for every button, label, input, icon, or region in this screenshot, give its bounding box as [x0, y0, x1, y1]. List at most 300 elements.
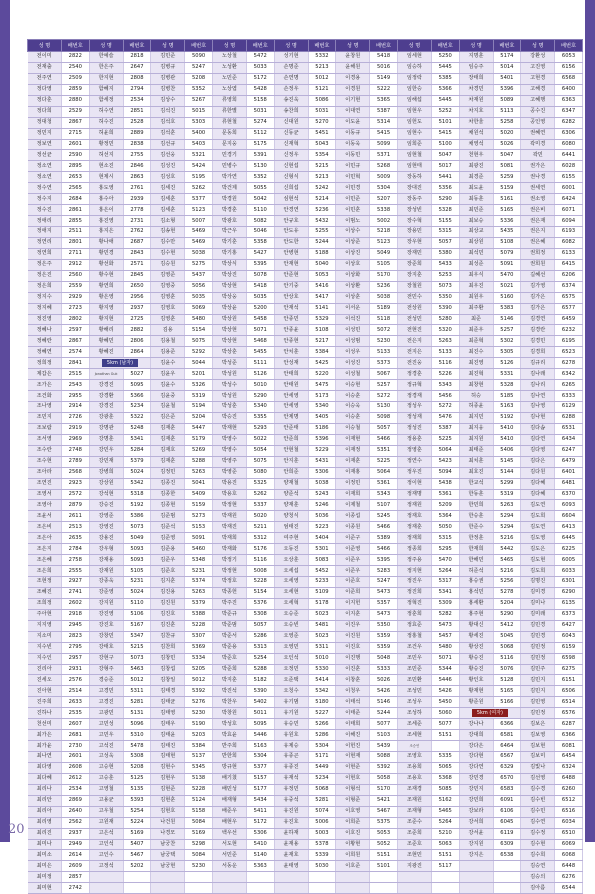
- runner-name-text: 이재현: [345, 436, 361, 443]
- runner-name: [89, 434, 123, 445]
- runner-name: [397, 730, 431, 741]
- runner-name: [397, 828, 431, 839]
- runner-name: [397, 194, 431, 205]
- runner-name-text: 정소연: [36, 162, 52, 169]
- runner-name-text: 송찬희: [283, 108, 299, 115]
- runner-name-text: 정민지: [36, 130, 52, 137]
- runner-name-text: 박준희: [221, 665, 237, 672]
- bib-number: 5057: [370, 423, 398, 434]
- runner-name: [459, 664, 493, 675]
- runner-name: [151, 653, 185, 664]
- runner-name: [89, 73, 123, 84]
- runner-name-text: 정대청: [36, 119, 52, 126]
- runner-name: [28, 620, 62, 631]
- runner-name: [28, 719, 62, 730]
- table-row: [28, 533, 583, 544]
- runner-name: [212, 861, 246, 872]
- runner-name-text: 최준: [471, 315, 482, 322]
- bib-number: 5451: [308, 128, 336, 139]
- bib-number: 5113: [493, 106, 521, 117]
- runner-name-text: 김다영: [530, 447, 546, 454]
- runner-name-text: 정종희: [406, 545, 422, 552]
- runner-name: [274, 533, 308, 544]
- bib-number: 5290: [431, 194, 459, 205]
- runner-name: [397, 227, 431, 238]
- runner-name-text: 민경기: [221, 151, 237, 158]
- runner-name: [89, 194, 123, 205]
- runner-name-text: 김보영: [530, 731, 546, 738]
- runner-name: [89, 84, 123, 95]
- runner-name: [89, 52, 123, 63]
- bib-number: 5405: [308, 412, 336, 423]
- runner-name: [89, 566, 123, 577]
- runner-name-text: 김영호: [160, 305, 176, 312]
- bib-number: 5146: [370, 697, 398, 708]
- bib-number: 5048: [370, 653, 398, 664]
- runner-name-text: 최도윤: [468, 184, 484, 191]
- bib-number: 2726: [61, 412, 89, 423]
- runner-name-text: 이민혁: [345, 173, 361, 180]
- bib-number: 5264: [431, 566, 459, 577]
- runner-name-text: 이민훈: [345, 206, 361, 213]
- bib-number: 5392: [370, 762, 398, 773]
- runner-name-text: 채원석: [468, 130, 484, 137]
- bib-number: 6347: [555, 106, 583, 117]
- runner-name-text: 박성준: [221, 359, 237, 366]
- runner-name-text: 이준구: [345, 534, 361, 541]
- runner-name: [274, 172, 308, 183]
- bib-number: 2534: [61, 784, 89, 795]
- runner-name: [521, 752, 555, 763]
- bib-number: 5247: [185, 62, 213, 73]
- runner-name: [397, 380, 431, 391]
- runner-name-text: 지명훈: [468, 53, 484, 60]
- runner-name-text: 강지원: [468, 840, 484, 847]
- table-row: [28, 587, 583, 598]
- runner-name: [336, 675, 370, 686]
- runner-name-text: 최가은: [36, 731, 52, 738]
- runner-name-text: 한재희: [468, 545, 484, 552]
- runner-name: [28, 478, 62, 489]
- runner-name: [336, 664, 370, 675]
- bib-number: 5286: [308, 730, 336, 741]
- runner-name-text: 김미경: [530, 589, 546, 596]
- runner-name-text: 이상화: [345, 272, 361, 279]
- bib-number: 5441: [431, 172, 459, 183]
- runner-name-text: 정다영: [36, 86, 52, 93]
- bib-number: 5387: [370, 106, 398, 117]
- bib-number: 5038: [370, 292, 398, 303]
- bib-number: 5075: [185, 336, 213, 347]
- bib-number: 5214: [308, 194, 336, 205]
- runner-name-text: 이석진: [345, 315, 361, 322]
- bib-number: 5128: [493, 675, 521, 686]
- runner-name-text: 강나나: [468, 720, 484, 727]
- runner-name: [397, 358, 431, 369]
- runner-name-text: 박용진: [221, 480, 237, 487]
- runner-name-text: 김재호: [160, 447, 176, 454]
- bib-number: 5145: [493, 456, 521, 467]
- runner-name: [274, 161, 308, 172]
- bib-number: 2730: [61, 741, 89, 752]
- bib-number: 6247: [555, 445, 583, 456]
- bib-number: 5131: [123, 708, 151, 719]
- runner-name-text: 이현준: [345, 764, 361, 771]
- runner-name: [397, 566, 431, 577]
- runner-name-text: 공인영: [530, 119, 546, 126]
- runner-name-text: 오승준: [283, 611, 299, 618]
- runner-name: [274, 456, 308, 467]
- bib-number: 5245: [370, 511, 398, 522]
- runner-name-text: 강민경: [468, 775, 484, 782]
- runner-name-text: 박종헌: [221, 589, 237, 596]
- runner-name-text: 김소형: [160, 217, 176, 224]
- bib-number: 6576: [555, 708, 583, 719]
- bib-number: 5130: [370, 402, 398, 413]
- runner-name: [336, 511, 370, 522]
- bib-number: 5072: [370, 325, 398, 336]
- bib-number: 5101: [431, 117, 459, 128]
- runner-name-text: 이헌진: [345, 742, 361, 749]
- runner-name-text: 김병관: [160, 75, 176, 82]
- bib-number: 2869: [61, 795, 89, 806]
- table-row: [28, 347, 583, 358]
- runner-name-text: 황세진: [468, 633, 484, 640]
- bib-number: 5469: [185, 237, 213, 248]
- runner-name: [89, 139, 123, 150]
- bib-number: 2635: [61, 533, 89, 544]
- runner-name: [521, 686, 555, 697]
- table-row: [28, 325, 583, 336]
- runner-name: [397, 347, 431, 358]
- bib-number: 2949: [61, 839, 89, 850]
- bib-number: [308, 872, 336, 883]
- runner-name-text: 이승훈: [345, 414, 361, 421]
- runner-name: [89, 325, 123, 336]
- runner-name-text: 이종섭: [345, 512, 361, 519]
- runner-name-text: 장준희: [406, 261, 422, 268]
- table-row: [28, 850, 583, 861]
- runner-name-text: 정지수: [36, 294, 52, 301]
- runner-name-text: 조민우: [406, 655, 422, 662]
- bib-number: 5262: [185, 183, 213, 194]
- bib-number: 5365: [370, 95, 398, 106]
- bib-number: 5067: [370, 369, 398, 380]
- runner-name: [521, 719, 555, 730]
- runner-name-text: 정연희: [36, 250, 52, 257]
- runner-name-text: 김찬규: [160, 633, 176, 640]
- runner-name: [521, 205, 555, 216]
- runner-name: [336, 84, 370, 95]
- runner-name: [397, 883, 431, 894]
- runner-name: [521, 314, 555, 325]
- runner-name: [274, 412, 308, 423]
- runner-name-text: 조은아: [36, 534, 52, 541]
- table-row: [28, 478, 583, 489]
- runner-name: [274, 861, 308, 872]
- runner-name-text: 조수란: [36, 447, 52, 454]
- runner-name-text: 조은혜: [36, 556, 52, 563]
- runner-name-text: 박찬우: [221, 698, 237, 705]
- runner-name-text: 김영준: [160, 272, 176, 279]
- bib-number: 2529: [61, 106, 89, 117]
- bib-number: 2601: [61, 139, 89, 150]
- runner-name: [336, 347, 370, 358]
- runner-name: [521, 642, 555, 653]
- runner-name-text: 남궁찬: [160, 840, 176, 847]
- bib-number: 2576: [61, 675, 89, 686]
- bib-number: 5298: [185, 839, 213, 850]
- runner-name: [28, 391, 62, 402]
- runner-name-text: 김성진: [160, 162, 176, 169]
- runner-name-text: 반주희: [221, 742, 237, 749]
- bib-number: 5231: [123, 577, 151, 588]
- bib-number: 6575: [555, 292, 583, 303]
- runner-name-text: 이동민: [345, 151, 361, 158]
- bib-number: 2879: [61, 500, 89, 511]
- runner-name-text: 김수연: [530, 819, 546, 826]
- bib-number: 5069: [185, 303, 213, 314]
- bib-number: 5319: [185, 391, 213, 402]
- runner-name: [28, 773, 62, 784]
- runner-name: [521, 270, 555, 281]
- runner-name: [521, 587, 555, 598]
- page-number: 20: [8, 822, 25, 837]
- bib-number: 5410: [493, 423, 521, 434]
- runner-name: [28, 259, 62, 270]
- runner-name-text: 노상철: [221, 53, 237, 60]
- runner-name-text: 홍지은: [98, 228, 114, 235]
- table-row: [28, 95, 583, 106]
- runner-name-text: 김승연: [530, 862, 546, 869]
- table-row: [28, 817, 583, 828]
- bib-number: [493, 883, 521, 894]
- runner-name-text: 장철원: [406, 283, 422, 290]
- bib-number: 5186: [308, 423, 336, 434]
- bib-number: [123, 883, 151, 894]
- bib-number: 5095: [123, 380, 151, 391]
- bib-number: 5023: [308, 631, 336, 642]
- bib-number: 2845: [123, 270, 151, 281]
- runner-name: [274, 150, 308, 161]
- runner-name: [397, 839, 431, 850]
- runner-name-text: 박준호: [221, 655, 237, 662]
- runner-name-text: 장동하: [406, 173, 422, 180]
- bib-number: 5368: [431, 773, 459, 784]
- bib-number: 5100: [431, 139, 459, 150]
- runner-name-text: 김준석: [160, 523, 176, 530]
- runner-name-text: 김나현: [530, 414, 546, 421]
- runner-name: [336, 358, 370, 369]
- bib-number: 5435: [493, 227, 521, 238]
- bib-number: 5445: [431, 95, 459, 106]
- runner-name: [397, 106, 431, 117]
- bib-number: 5158: [185, 806, 213, 817]
- runner-name-text: 신대원: [283, 119, 299, 126]
- runner-name: [151, 773, 185, 784]
- bib-number: 2755: [123, 150, 151, 161]
- bib-number: 5169: [123, 828, 151, 839]
- runner-name: [521, 577, 555, 588]
- runner-name-text: 심현석: [283, 195, 299, 202]
- runner-name-text: 한준수: [468, 523, 484, 530]
- runner-name-text: 이성범: [345, 337, 361, 344]
- runner-name: [397, 434, 431, 445]
- runner-name-text: 강민재: [98, 458, 114, 465]
- runner-name: [336, 839, 370, 850]
- runner-name-text: 윤태영: [283, 862, 299, 869]
- bib-number: 5096: [123, 719, 151, 730]
- runner-name-text: 이성진: [345, 359, 361, 366]
- runner-name-text: 안준태: [283, 425, 299, 432]
- runner-name-text: 윤재호: [283, 851, 299, 858]
- runner-name-text: 최창현: [468, 381, 484, 388]
- bib-number: 5159: [493, 183, 521, 194]
- runner-name: [274, 292, 308, 303]
- bib-number: 5288: [246, 664, 274, 675]
- bib-number: 5414: [308, 675, 336, 686]
- runner-name-text: 김도희: [530, 567, 546, 574]
- runner-name-text: 박준서: [221, 633, 237, 640]
- runner-name: [336, 577, 370, 588]
- runner-name: [336, 456, 370, 467]
- runner-name: [274, 281, 308, 292]
- bib-number: 2923: [61, 478, 89, 489]
- header-name: 성 명: [459, 40, 493, 52]
- bib-number: 2514: [61, 686, 89, 697]
- runner-name: [274, 544, 308, 555]
- runner-name-text: 이상준: [345, 239, 361, 246]
- runner-name: [336, 631, 370, 642]
- runner-name-text: 박상원: [221, 315, 237, 322]
- runner-name: [521, 117, 555, 128]
- bib-number: 5364: [431, 511, 459, 522]
- runner-name-text: 안희준: [283, 469, 299, 476]
- runner-name-text: 김영훈: [160, 294, 176, 301]
- bib-number: 5407: [123, 839, 151, 850]
- bib-number: 2794: [123, 84, 151, 95]
- bib-number: 5225: [370, 456, 398, 467]
- bib-number: 5231: [185, 566, 213, 577]
- runner-name-text: 강다은: [468, 742, 484, 749]
- runner-name-text: 김민경: [530, 622, 546, 629]
- runner-name: [521, 500, 555, 511]
- bib-number: 2822: [61, 52, 89, 63]
- table-row: [28, 861, 583, 872]
- runner-name-text: 김민정: [530, 644, 546, 651]
- bib-number: 5415: [431, 128, 459, 139]
- runner-name: [397, 686, 431, 697]
- runner-name-text: 박지훈: [221, 676, 237, 683]
- runner-name-text: 김선영: [530, 775, 546, 782]
- header-name: 성 명: [89, 40, 123, 52]
- runner-name: [89, 292, 123, 303]
- runner-name-text: 배재형: [221, 797, 237, 804]
- runner-name-text: 권가은: [530, 162, 546, 169]
- bib-number: 2513: [61, 522, 89, 533]
- runner-name: [212, 762, 246, 773]
- runner-name-text: 안세영: [283, 392, 299, 399]
- runner-name-text: 조세준: [406, 720, 422, 727]
- table-row: [28, 631, 583, 642]
- bib-number: 6510: [555, 828, 583, 839]
- runner-name-text: 조용호: [406, 775, 422, 782]
- runner-name-text: 최진영: [468, 359, 484, 366]
- runner-name-text: 고해경: [530, 86, 546, 93]
- runner-name-text: 정효준: [406, 622, 422, 629]
- bib-number: 5047: [493, 150, 521, 161]
- runner-name: [212, 52, 246, 63]
- bib-number: 2882: [123, 325, 151, 336]
- runner-name-text: 최미소: [36, 851, 52, 858]
- bib-number: 6288: [555, 412, 583, 423]
- runner-name: [151, 445, 185, 456]
- runner-name: [28, 150, 62, 161]
- runner-name: [336, 336, 370, 347]
- bib-number: 5473: [370, 587, 398, 598]
- runner-name-text: 강지은: [468, 851, 484, 858]
- runner-name-text: 고우철: [98, 808, 114, 815]
- bib-number: 5170: [370, 270, 398, 281]
- runner-name: [459, 358, 493, 369]
- runner-name-text: 고정석: [98, 862, 114, 869]
- runner-name-text: 엄태진: [283, 523, 299, 530]
- runner-name: [459, 719, 493, 730]
- runner-name-text: 이제철: [345, 501, 361, 508]
- runner-name: [28, 522, 62, 533]
- bib-number: 5192: [123, 500, 151, 511]
- runner-name: [89, 259, 123, 270]
- bib-number: 5106: [123, 609, 151, 620]
- runner-name-text: 강창민: [98, 633, 114, 640]
- runner-name: [521, 402, 555, 413]
- runner-name: [459, 314, 493, 325]
- runner-name: [459, 773, 493, 784]
- runner-name: [336, 161, 370, 172]
- bib-number: 5347: [123, 631, 151, 642]
- runner-name: [89, 795, 123, 806]
- runner-name: [336, 139, 370, 150]
- runner-name-text: 황연희: [98, 283, 114, 290]
- runner-name: [151, 500, 185, 511]
- runner-name: [28, 631, 62, 642]
- runner-name: [89, 423, 123, 434]
- runner-name: [336, 314, 370, 325]
- runner-name-text: 한예슬: [98, 53, 114, 60]
- bib-number: 5027: [123, 369, 151, 380]
- runner-name-text: 이종원: [345, 523, 361, 530]
- bib-number: 5116: [493, 653, 521, 664]
- runner-name-text: 김다연: [530, 436, 546, 443]
- bib-number: 5272: [431, 402, 459, 413]
- runner-name-text: 제갑은: [36, 370, 52, 377]
- runner-name-text: 이경용: [345, 75, 361, 82]
- runner-name-text: 김상수: [160, 97, 176, 104]
- runner-name: [89, 117, 123, 128]
- runner-name-text: 최진혁: [468, 370, 484, 377]
- bib-number: 2818: [123, 52, 151, 63]
- bib-number: 5218: [370, 227, 398, 238]
- runner-name-text: 조용희: [406, 764, 422, 771]
- bib-number: 5121: [308, 84, 336, 95]
- bib-number: 5112: [246, 128, 274, 139]
- runner-name: [397, 861, 431, 872]
- runner-name-text: 이재훈: [345, 458, 361, 465]
- runner-name-text: 김찬희: [160, 644, 176, 651]
- runner-name: [151, 511, 185, 522]
- runner-name-text: 강상원: [98, 480, 114, 487]
- runner-name: [89, 828, 123, 839]
